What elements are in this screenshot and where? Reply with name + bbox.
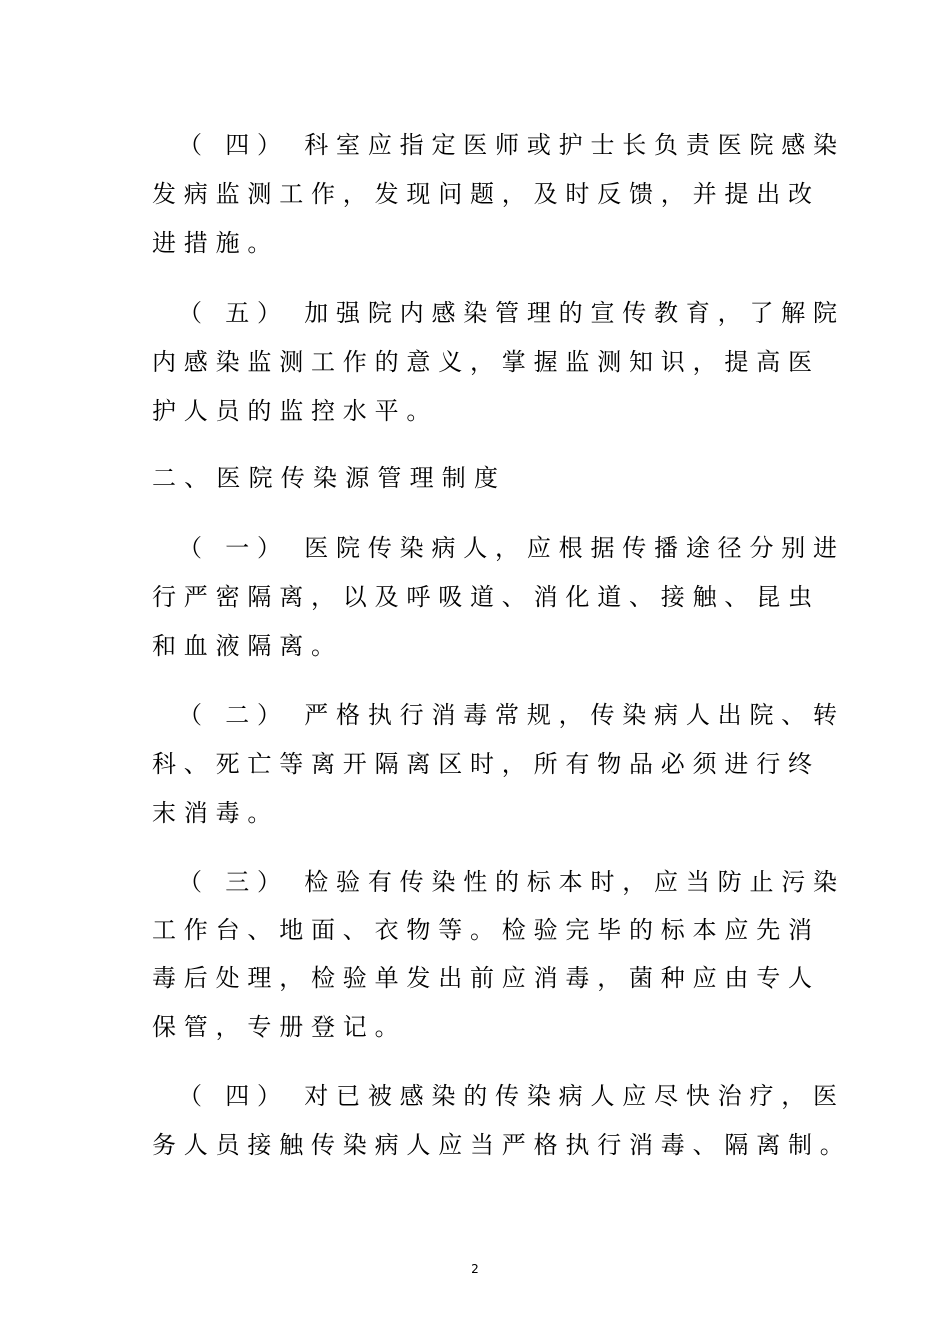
paragraph-line: 末消毒。: [152, 799, 280, 827]
paragraph-line: （ 五） 加强院内感染管理的宣传教育，了解院: [178, 299, 845, 327]
paragraph-line: （ 三） 检验有传染性的标本时，应当防止污染: [178, 868, 845, 896]
paragraph-line: 保管，专册登记。: [152, 1013, 407, 1041]
section-heading: 二、医院传染源管理制度: [152, 464, 507, 492]
paragraph-line: 科、死亡等离开隔离区时，所有物品必须进行终: [152, 750, 820, 778]
paragraph-line: （ 四） 对已被感染的传染病人应尽快治疗，医: [178, 1082, 845, 1110]
paragraph-line: 务人员接触传染病人应当严格执行消毒、隔离制。: [152, 1131, 852, 1159]
page-number: 2: [471, 1262, 479, 1276]
paragraph-line: 进措施。: [152, 229, 280, 257]
paragraph-line: 工作台、地面、衣物等。检验完毕的标本应先消: [152, 916, 820, 944]
paragraph-line: 毒后处理，检验单发出前应消毒，菌种应由专人: [152, 964, 820, 992]
paragraph-line: 内感染监测工作的意义，掌握监测知识，提高医: [152, 348, 820, 376]
paragraph-line: （ 一） 医院传染病人，应根据传播途径分别进: [178, 534, 845, 562]
paragraph-line: 和血液隔离。: [152, 632, 343, 660]
paragraph-line: （ 四） 科室应指定医师或护士长负责医院感染: [178, 131, 845, 159]
paragraph-line: 行严密隔离，以及呼吸道、消化道、接触、昆虫: [152, 583, 820, 611]
paragraph-line: 护人员的监控水平。: [152, 397, 439, 425]
paragraph-line: （ 二） 严格执行消毒常规，传染病人出院、转: [178, 701, 845, 729]
paragraph-line: 发病监测工作，发现问题，及时反馈，并提出改: [152, 180, 820, 208]
